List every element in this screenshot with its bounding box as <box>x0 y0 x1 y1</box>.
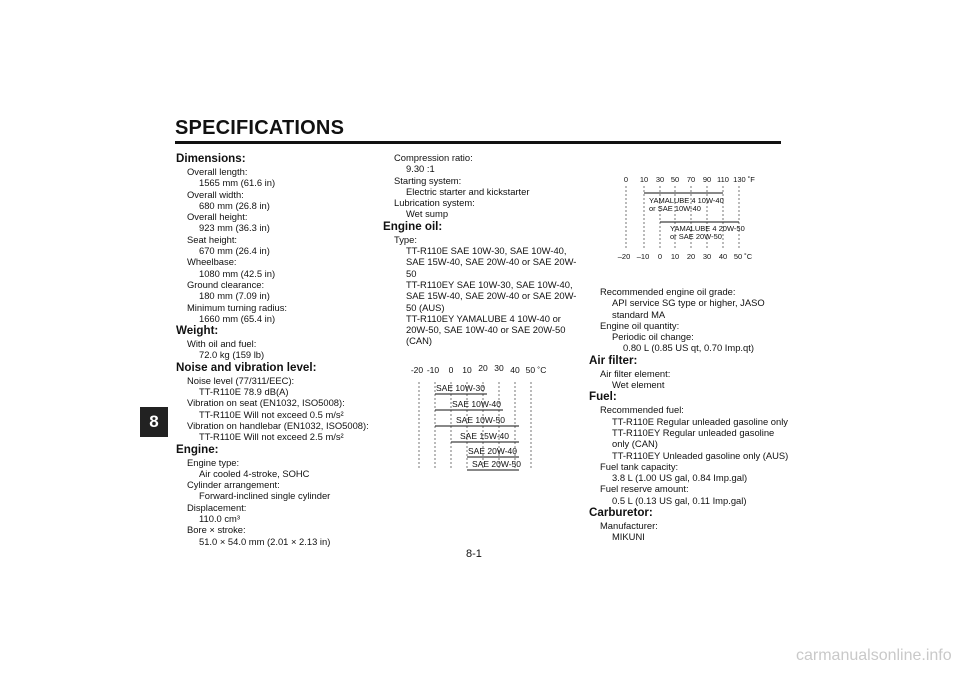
oil-type-label: Type: <box>394 233 417 245</box>
band-label: SAE 10W-40 <box>452 399 501 409</box>
fuel-tank-label: Fuel tank capacity: <box>600 460 679 472</box>
noise-level-label: Noise level (77/311/EEC): <box>187 374 295 386</box>
displacement-value: 110.0 cm³ <box>199 513 240 525</box>
tick-label: -20 <box>410 365 424 375</box>
displacement-label: Displacement: <box>187 501 247 513</box>
bore-stroke-value: 51.0 × 54.0 mm (2.01 × 2.13 in) <box>199 535 331 547</box>
page-number: 8-1 <box>466 548 482 560</box>
oil-grade-value: standard MA <box>612 308 666 320</box>
tick-label-f: 0 <box>623 175 629 184</box>
tick-label: 30 <box>494 363 504 373</box>
tick-label-f: 90 <box>702 175 712 184</box>
air-filter-heading: Air filter: <box>589 353 638 367</box>
page-title: SPECIFICATIONS <box>175 117 345 139</box>
seat-height-value: 670 mm (26.4 in) <box>199 245 270 257</box>
yamalube-band-label: YAMALUBE 4 20W-50 <box>670 224 745 233</box>
tick-label-f: 10 <box>639 175 649 184</box>
column-2 <box>383 152 576 347</box>
cylinder-value: Forward-inclined single cylinder <box>199 490 331 502</box>
overall-length-value: 1565 mm (61.6 in) <box>199 177 276 189</box>
carburetor-heading: Carburetor: <box>589 506 653 520</box>
cylinder-label: Cylinder arrangement: <box>187 479 280 491</box>
tick-label-c: 40 <box>718 252 728 261</box>
tick-label-c: 10 <box>670 252 680 261</box>
tick-label: 40 <box>510 365 520 375</box>
tick-label: -10 <box>426 365 440 375</box>
oil-type-line: SAE 15W-40, SAE 20W-40 or SAE 20W- <box>406 256 577 268</box>
wheelbase-value: 1080 mm (42.5 in) <box>199 267 276 279</box>
turning-radius-label: Minimum turning radius: <box>187 301 288 313</box>
tick-label-c: –10 <box>636 252 650 261</box>
oil-grade-label: Recommended engine oil grade: <box>600 286 736 297</box>
oil-type-line: (CAN) <box>406 335 433 347</box>
oil-type-line: 20W-50, SAE 10W-40 or SAE 20W-50 <box>406 324 566 336</box>
band-label: SAE 10W-30 <box>436 383 485 393</box>
turning-radius-value: 1660 mm (65.4 in) <box>199 312 276 324</box>
ground-clearance-value: 180 mm (7.09 in) <box>199 290 270 302</box>
oil-type-line: 50 (AUS) <box>406 301 445 313</box>
title-rule <box>175 141 781 144</box>
tick-label-f: 110 <box>717 175 729 184</box>
recommended-fuel-line: TT-R110E Regular unleaded gasoline only <box>612 415 788 427</box>
recommended-fuel-line: only (CAN) <box>612 438 658 450</box>
ground-clearance-label: Ground clearance: <box>187 278 265 290</box>
section-tab: 8 <box>140 407 168 437</box>
recommended-fuel-line: TT-R110EY Unleaded gasoline only (AUS) <box>612 449 789 461</box>
oil-type-line: SAE 15W-40, SAE 20W-40 or SAE 20W- <box>406 290 577 302</box>
overall-width-value: 680 mm (26.8 in) <box>199 199 270 211</box>
weight-heading: Weight: <box>176 324 219 338</box>
periodic-change-label: Periodic oil change: <box>612 331 694 343</box>
fuel-reserve-value: 0.5 L (0.13 US gal, 0.11 Imp.gal) <box>612 494 747 506</box>
manufacturer-value: MIKUNI <box>612 531 645 543</box>
tick-label-c: 0 <box>657 252 663 261</box>
tick-label-f: 30 <box>655 175 665 184</box>
engine-type-label: Engine type: <box>187 456 240 468</box>
with-oil-fuel-value: 72.0 kg (159 lb) <box>199 349 265 361</box>
band-label: SAE 10W-50 <box>456 415 505 425</box>
tick-label-c: 30 <box>702 252 712 261</box>
lubrication-value: Wet sump <box>406 208 449 220</box>
wheelbase-label: Wheelbase: <box>187 256 237 268</box>
seat-height-label: Seat height: <box>187 233 238 245</box>
yamalube-chart <box>612 170 762 262</box>
overall-height-value: 923 mm (36.3 in) <box>199 222 270 234</box>
air-filter-element-label: Air filter element: <box>600 367 671 379</box>
noise-heading: Noise and vibration level: <box>176 360 317 374</box>
seat-vibration-value: TT-R110E Will not exceed 0.5 m/s² <box>199 408 344 420</box>
lubrication-label: Lubrication system: <box>394 197 475 209</box>
tick-label: 0 <box>448 365 454 375</box>
tick-label: 20 <box>478 363 488 373</box>
fuel-heading: Fuel: <box>589 390 617 404</box>
recommended-fuel-label: Recommended fuel: <box>600 404 684 416</box>
oil-grade-value: API service SG type or higher, JASO <box>612 297 765 309</box>
tick-label: 10 <box>462 365 472 375</box>
oil-type-line: TT-R110EY SAE 10W-30, SAE 10W-40, <box>406 278 573 290</box>
compression-label: Compression ratio: <box>394 152 473 163</box>
overall-length-label: Overall length: <box>187 166 248 177</box>
tick-label-f: 130 ˚F <box>733 175 755 184</box>
tick-label-c: 20 <box>686 252 696 261</box>
tick-label-f: 70 <box>686 175 696 184</box>
overall-height-label: Overall height: <box>187 211 248 223</box>
starting-value: Electric starter and kickstarter <box>406 185 530 197</box>
fuel-tank-value: 3.8 L (1.00 US gal, 0.84 Imp.gal) <box>612 472 748 484</box>
overall-width-label: Overall width: <box>187 188 244 200</box>
handlebar-vibration-value: TT-R110E Will not exceed 2.5 m/s² <box>199 431 344 443</box>
engine-type-value: Air cooled 4-stroke, SOHC <box>199 467 310 479</box>
band-label: SAE 15W-40 <box>460 431 509 441</box>
bore-stroke-label: Bore × stroke: <box>187 524 246 536</box>
noise-level-value: TT-R110E 78.9 dB(A) <box>199 386 289 398</box>
engine-heading: Engine: <box>176 442 219 456</box>
recommended-fuel-line: TT-R110EY Regular unleaded gasoline <box>612 426 775 438</box>
yamalube-band-label: YAMALUBE 4 10W-40 <box>649 196 724 205</box>
band-label: SAE 20W-50 <box>472 459 521 469</box>
oil-viscosity-chart <box>405 362 555 472</box>
oil-type-line: TT-R110EY YAMALUBE 4 10W-40 or <box>406 312 561 324</box>
manufacturer-label: Manufacturer: <box>600 520 658 532</box>
periodic-change-value: 0.80 L (0.85 US qt, 0.70 Imp.qt) <box>623 342 754 354</box>
oil-quantity-label: Engine oil quantity: <box>600 319 680 331</box>
with-oil-fuel-label: With oil and fuel: <box>187 338 257 350</box>
tick-label: 50 ˚C <box>525 365 547 375</box>
band-label: SAE 20W-40 <box>468 446 517 456</box>
oil-type-line: TT-R110E SAE 10W-30, SAE 10W-40, <box>406 245 567 257</box>
yamalube-band-label: or SAE 20W-50 <box>670 232 722 241</box>
dimensions-heading: Dimensions: <box>176 152 246 165</box>
yamalube-band-label: or SAE 10W-40 <box>649 204 701 213</box>
air-filter-element-value: Wet element <box>612 379 665 391</box>
column-3 <box>589 286 788 543</box>
engine-oil-heading: Engine oil: <box>383 219 443 233</box>
handlebar-vibration-label: Vibration on handlebar (EN1032, ISO5008): <box>187 419 369 431</box>
tick-label-f: 50 <box>670 175 680 184</box>
tick-label-c: –20 <box>617 252 631 261</box>
column-1 <box>176 152 369 547</box>
watermark: carmanualsonline.info <box>796 647 952 664</box>
oil-type-line: 50 <box>406 267 417 279</box>
tick-label-c: 50 ˚C <box>733 252 753 261</box>
compression-value: 9.30 :1 <box>406 163 435 175</box>
seat-vibration-label: Vibration on seat (EN1032, ISO5008): <box>187 397 345 409</box>
starting-label: Starting system: <box>394 174 462 186</box>
fuel-reserve-label: Fuel reserve amount: <box>600 483 689 495</box>
